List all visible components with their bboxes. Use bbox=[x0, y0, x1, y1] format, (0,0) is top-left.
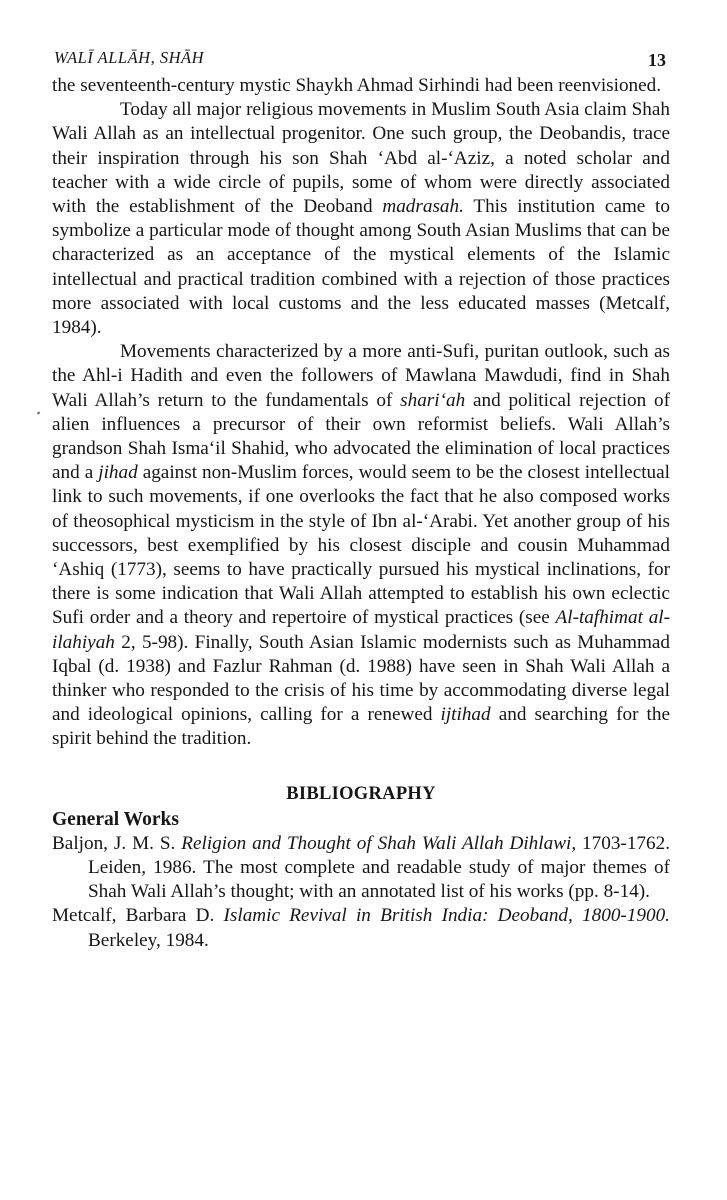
bib-title: Islamic Revival in British India: Deoband, 1800-1900. bbox=[223, 905, 670, 927]
text-run: 2, 5-98). Finally, South Asian Islamic modernists such as Muhammad Iqbal (d. 1938) and Fazlur Rahman (d. 1988) have seen in Shah Wali Allah a thinker who responded to the crisis of his time by accommodating diverse legal and ideological opinions, calling for a renewed bbox=[52, 631, 670, 726]
page-number: 13 bbox=[648, 50, 666, 70]
italic-term: Al-tafhimat al-ilahiyah bbox=[52, 607, 671, 653]
paragraph-movements bbox=[52, 340, 670, 751]
text-run: against non-Muslim forces, would seem to be the closest intellectual link to such movements, if one overlooks the fact that he also composed works of theosophical mysticism in the style of Ibn al-‘Arabi. Yet another group of his successors, best exemplified by his closest disciple and cousin Muhammad ‘Ashiq (1773), seems to have practically pursued his mystical inclinations, for there is some indication that Wali Allah attempted to establish his own eclectic Sufi order and a theory and repertoire of mystical practices (see bbox=[52, 462, 670, 629]
bibliography-entry bbox=[52, 832, 670, 905]
document-page bbox=[52, 44, 670, 953]
text-run: Movements characterized by a more anti-Sufi, puritan outlook, such as the Ahl-i Hadith and even the followers of Mawlana Mawdudi, find in Shah Wali Allah’s return to the fundamentals of bbox=[52, 341, 670, 411]
bib-title: Religion and Thought of Shah Wali Allah Dihlawi, bbox=[181, 832, 577, 854]
page-header bbox=[52, 44, 670, 74]
italic-term: ijtihad bbox=[440, 704, 491, 726]
bib-author: Metcalf, Barbara D. bbox=[52, 905, 224, 927]
bib-details: 1703-1762. Leiden, 1986. The most complete and readable study of major themes of Shah Wali Allah’s thought; with an annotated list of his works (pp. 8-14). bbox=[88, 832, 670, 903]
italic-term: jihad bbox=[98, 462, 138, 484]
text-run: the seventeenth-century mystic Shaykh Ahmad Sirhindi had been reenvisioned. bbox=[52, 75, 662, 96]
bibliography-entry bbox=[52, 904, 670, 952]
text-run: This institution came to symbolize a particular mode of thought among South Asian Muslims that can be characterized as an acceptance of the mystical elements of the Islamic intellectual and practical tradition combined with a rejection of those practices more associated with local customs and the less educated masses (Metcalf, 1984). bbox=[52, 196, 670, 339]
text-run: Today all major religious movements in Muslim South Asia claim Shah Wali Allah as an intellectual progenitor. One such group, the Deobandis, trace their inspiration through his son Shah ‘Abd al-‘Aziz, a noted scholar and teacher with a wide circle of pupils, some of whom were directly associated with the establishment of the Deoband bbox=[52, 99, 670, 218]
text-run: and searching for the spirit behind the tradition. bbox=[52, 704, 670, 750]
italic-term: madrasah. bbox=[382, 196, 464, 218]
paragraph-continuation bbox=[52, 74, 670, 98]
italic-term: shari‘ah bbox=[400, 389, 466, 411]
bibliography-heading: BIBLIOGRAPHY bbox=[286, 783, 436, 804]
running-head: WALĪ ALLĀH, SHĀH bbox=[54, 48, 205, 67]
margin-mark bbox=[37, 411, 41, 414]
bib-details: Berkeley, 1984. bbox=[88, 929, 209, 951]
paragraph-deobandis bbox=[52, 98, 670, 340]
bib-author: Baljon, J. M. S. bbox=[52, 832, 182, 854]
bibliography-subheading: General Works bbox=[52, 808, 179, 830]
text-run: and political rejection of alien influences a precursor of their own reformist beliefs. Wali Allah’s grandson Shah Isma‘il Shahid, who advocated the elimination of local practices and a bbox=[52, 389, 670, 484]
